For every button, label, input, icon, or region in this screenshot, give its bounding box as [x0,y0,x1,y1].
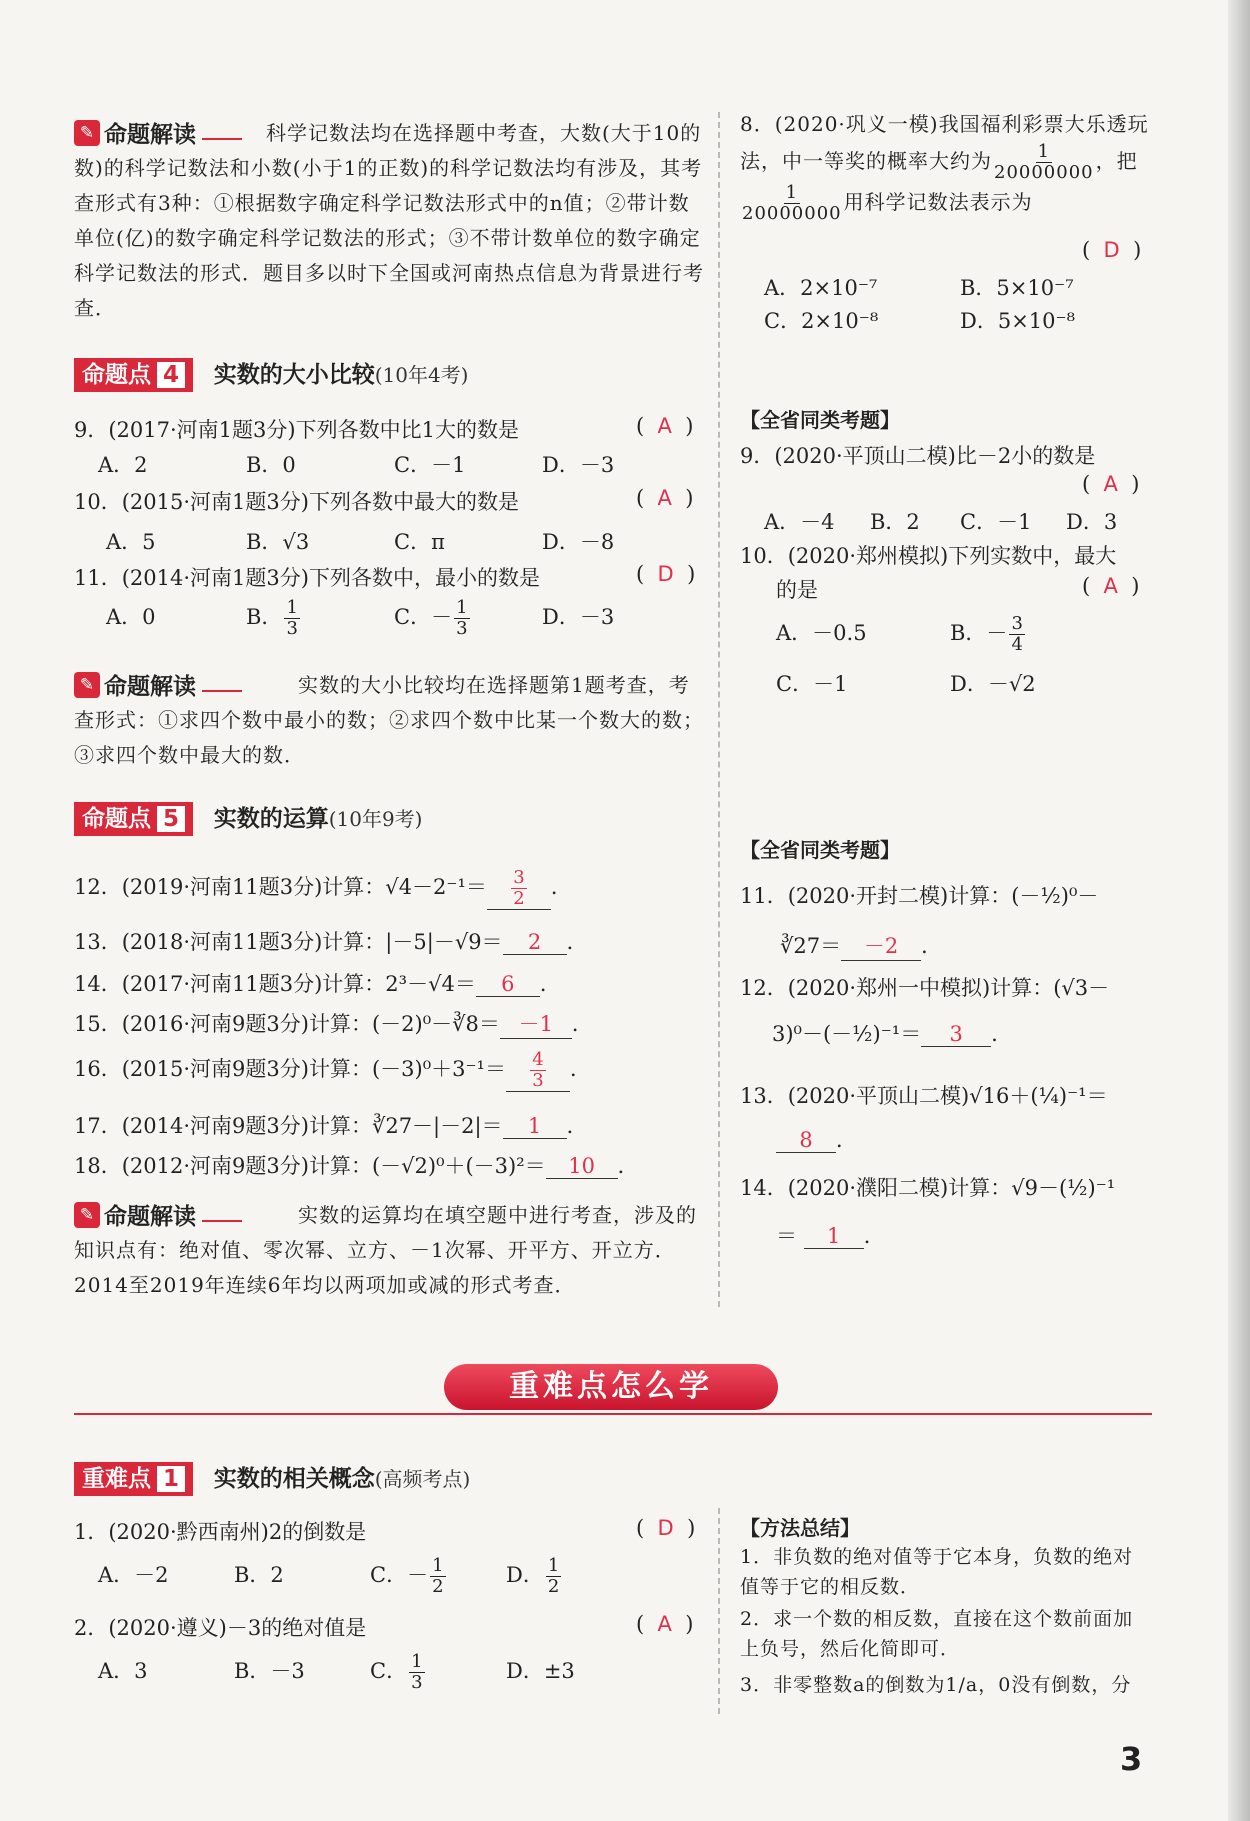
right-question-9: 9．(2020·平顶山二模)比－2小的数是 [740,444,1096,468]
topic-badge: 命题点 4 [74,358,193,392]
question-14: 14．(2017·河南11题3分)计算：2³－√4＝ 6 ． [74,972,561,996]
answer-paren: ( D ) [636,1516,696,1540]
key-title: 实数的相关概念 [213,1466,375,1492]
reading3-tag: ✎ 命题解读 [74,1198,242,1231]
question-11: 11．(2014·河南1题3分)下列各数中，最小的数是 [74,566,540,590]
question-9: 9．(2017·河南1题3分)下列各数中比1大的数是 [74,418,519,442]
right-question-11-line2: ∛27＝ －2 ． [780,930,942,961]
right-question-11: 11．(2020·开封二模)计算：(－½)⁰－ [740,884,1099,908]
method-item-2: 2．求一个数的相反数，直接在这个数前面加上负号，然后化简即可． [740,1608,1134,1660]
key-badge: 重难点 1 [74,1462,193,1496]
topic-title: 实数的运算 [213,806,329,832]
options-8b: C．2×10⁻⁸ D．5×10⁻⁸ [764,309,1076,333]
key-question-2: 2．(2020·遵义)－3的绝对值是 [74,1616,367,1640]
reading3-text: 实数的运算均在填空题中进行考查，涉及的知识点有：绝对值、零次幂、立方、－1次幂、开平方、开立方．2014至2019年连续6年均以两项加或减的形式考查． [74,1203,697,1297]
question-15: 15．(2016·河南9题3分)计算：(－2)⁰－∛8＝ －1 ． [74,1008,593,1039]
method-item-3: 3．非零整数a的倒数为1/a，0没有倒数，分 [740,1674,1132,1696]
banner-rule [74,1413,1152,1415]
answer-paren: ( A ) [636,1612,694,1636]
right-options-9: A．－4 B．2 C．－1 D．3 [764,510,1118,534]
answer-paren: ( A ) [636,414,694,438]
answer-paren: ( D ) [1082,238,1142,262]
topic-title: 实数的大小比较 [213,362,375,388]
key-options-2: A．3 B．－3 C． $\frac{1}{3}$ D．±3 [98,1651,575,1693]
key1-header: 重难点 1 实数的相关概念(高频考点) [74,1460,470,1496]
right-question-10: 10．(2020·郑州模拟)下列实数中，最大 [740,544,1117,568]
topic5-header: 命题点 5 实数的运算(10年9考) [74,800,422,836]
section-heading: 【全省同类考题】 [740,408,900,432]
right-options-10b: C．－1 D．－√2 [776,672,1036,696]
question-18: 18．(2012·河南9题3分)计算：(－√2)⁰＋(－3)²＝ 10 ． [74,1154,639,1178]
question-12: 12．(2019·河南11题3分)计算：√4－2⁻¹＝ $\frac{3}{2}$ ． [74,867,572,909]
pen-icon: ✎ [74,120,100,146]
reading1-text: 科学记数法均在选择题中考查，大数(大于10的数)的科学记数法和小数(小于1的正数)的科学记数法均有涉及，其考查形式有3种：①根据数字确定科学记数法形式中的n值；②带计数单位(亿)的数字确定科学记数法的形式；③不带计数单位的数字确定科学记数法的形式．题目多以时下全国或河南热点信息为背景进行考查． [74,121,704,320]
right-question-13: 13．(2020·平顶山二模)√16＋(¼)⁻¹＝ [740,1084,1108,1108]
right-question-14-line2: ＝ 1 ． [776,1224,885,1248]
key-options-1: A．－2 B．2 C．－ $\frac{1}{2}$ D． $\frac{1}{2}$ [98,1555,560,1597]
topic-badge: 命题点 5 [74,802,193,836]
reading-tag-label: 命题解读 [104,122,196,148]
question-10: 10．(2015·河南1题3分)下列各数中最大的数是 [74,490,519,514]
page-edge [1228,0,1250,1821]
right-question-14: 14．(2020·濮阳二模)计算：√9－(½)⁻¹ [740,1176,1116,1200]
answer-paren: ( A ) [636,486,694,510]
page-number: 3 [1120,1740,1143,1778]
options-8a: A．2×10⁻⁷ B．5×10⁻⁷ [764,276,1074,300]
right-question-13-answer: 8 ． [776,1124,857,1154]
question-16: 16．(2015·河南9题3分)计算：(－3)⁰＋3⁻¹＝ $\frac{4}{3}$ ． [74,1049,591,1091]
key-question-1: 1．(2020·黔西南州)2的倒数是 [74,1520,367,1544]
section-heading: 【全省同类考题】 [740,838,900,862]
reading2-text: 实数的大小比较均在选择题第1题考查，考查形式：①求四个数中最小的数；②求四个数中比某一个数大的数；③求四个数中最大的数． [74,673,704,767]
section-banner: 重难点怎么学 [444,1364,778,1410]
options-11: A．0 B． $\frac{1}{3}$ C．－ $\frac{1}{3}$ D．－3 [106,597,615,639]
method-item-1: 1．非负数的绝对值等于它本身，负数的绝对值等于它的相反数． [740,1546,1134,1598]
answer-paren: ( A ) [1082,574,1140,598]
column-divider-lower [718,1508,720,1714]
column-divider [718,112,720,1307]
question-17: 17．(2014·河南9题3分)计算：∛27－|－2|＝ 1 ． [74,1114,588,1138]
right-question-10-line2: 的是 [776,578,818,602]
topic4-header: 命题点 4 实数的大小比较(10年4考) [74,356,468,392]
pen-icon: ✎ [74,672,100,698]
right-options-10a: A．－0.5 B．－ $\frac{3}{4}$ [776,613,1023,655]
reading2-tag: ✎ 命题解读 [74,668,242,701]
pen-icon: ✎ [74,1202,100,1228]
answer-paren: ( D ) [636,562,696,586]
method-heading: 【方法总结】 [740,1516,860,1540]
options-9: A．2 B．0 C．－1 D．－3 [98,453,615,477]
options-10: A．5 B．√3 C．π D．－8 [106,530,615,554]
right-question-12: 12．(2020·郑州一中模拟)计算：(√3－ [740,976,1110,1000]
question-13: 13．(2018·河南11题3分)计算：|－5|－√9＝ 2 ． [74,930,588,954]
answer-paren: ( A ) [1082,472,1140,496]
question-8: 8．(2020·巩义一模)我国福利彩票大乐透玩法，中一等奖的概率大约为 $\frac{1}{20000000}$ ，把 $\frac{1}{20000000}$ 用科学记数法表示为 [740,112,1149,224]
right-question-12-line2: 3)⁰－(－½)⁻¹＝ 3 ． [772,1022,1013,1046]
